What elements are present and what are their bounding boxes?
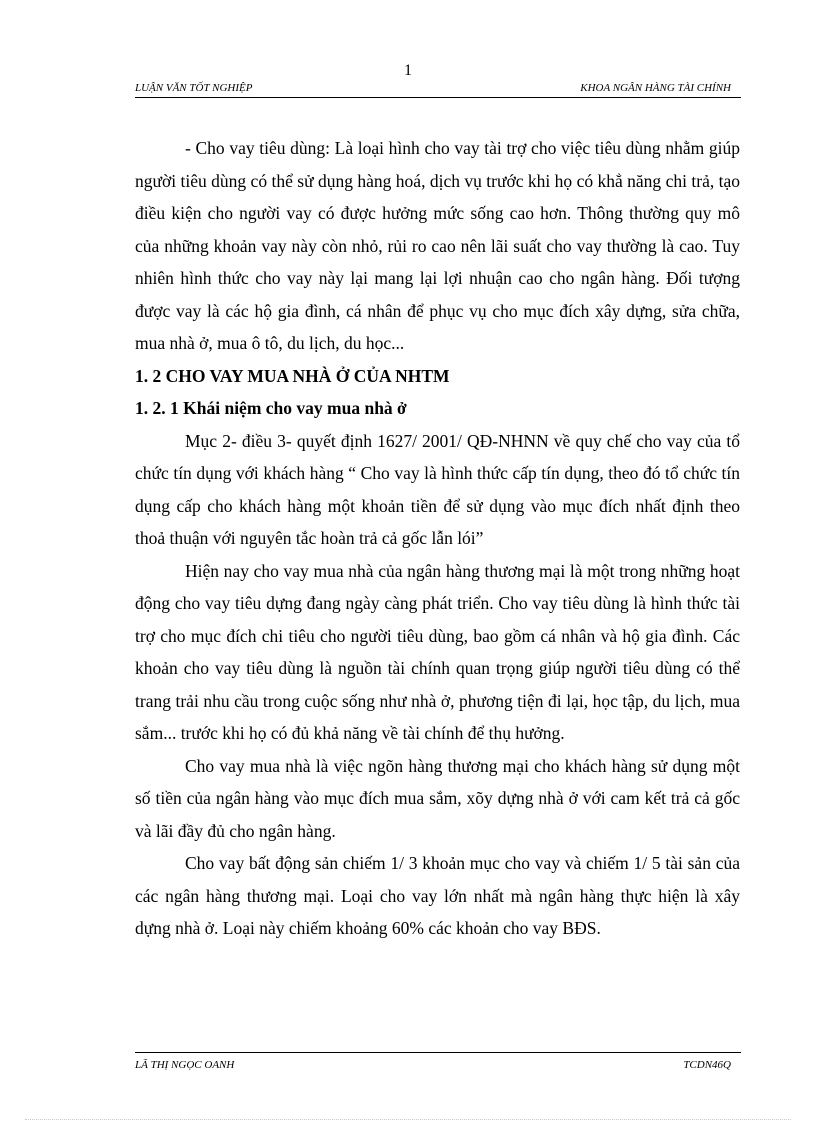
footer-class-code: TCDN46Q	[683, 1059, 731, 1071]
page-footer	[135, 1052, 741, 1073]
paragraph-real-estate: Cho vay bất động sản chiếm 1/ 3 khoản mục cho vay và chiếm 1/ 5 tài sản của các ngân hàng thương mại. Loại cho vay lớn nhất mà ngân hàng thực hiện là xây dựng nhà ở. Loại này chiếm khoảng 60% các khoản cho vay BĐS.	[135, 853, 740, 938]
page-bottom-divider	[25, 1119, 791, 1120]
paragraph-current-state: Hiện nay cho vay mua nhà của ngân hàng thương mại là một trong những hoạt động cho vay tiêu dựng đang ngày càng phát triển. Cho vay tiêu dùng là hình thức tài trợ cho mục đích chi tiêu cho người tiêu dùng, bao gồm cá nhân và hộ gia đình. Các khoản cho vay tiêu dùng là nguồn tài chính quan trọng giúp người tiêu dùng có thể trang trải nhu cầu trong cuộc sống như nhà ở, phương tiện đi lại, học tập, du lịch, mua sắm... trước khi họ có đủ khả năng về tài chính để thụ hưởng.	[135, 560, 740, 743]
paragraph-consumer-loans: - Cho vay tiêu dùng: Là loại hình cho vay tài trợ cho việc tiêu dùng nhằm giúp người tiêu dùng có thể sử dụng hàng hoá, dịch vụ trước khi họ có khẳ năng chi trả, tạo điều kiện cho người vay có được hưởng mức sống cao hơn. Thông thường quy mô của những khoản vay này còn nhỏ, rủi ro cao nên lãi suất cho vay thường là cao. Tuy nhiên hình thức cho vay này lại mang lại lợi nhuận cao cho ngân hàng. Đối tượng được vay là các hộ gia đình, cá nhân để phục vụ cho mục đích xây dựng, sửa chữa, mua nhà ở, mua ô tô, du lịch, du học...	[135, 138, 740, 353]
subsection-heading: 1. 2. 1 Khái niệm cho vay mua nhà ở	[135, 398, 407, 418]
header-faculty-label: KHOA NGÂN HÀNG TÀI CHÍNH	[580, 82, 731, 94]
section-heading: 1. 2 CHO VAY MUA NHÀ Ở CỦA NHTM	[135, 365, 450, 386]
document-body	[135, 132, 740, 945]
footer-author: LÃ THỊ NGỌC OANH	[135, 1059, 235, 1071]
page-header	[135, 82, 741, 98]
paragraph-definition: Mục 2- điều 3- quyết định 1627/ 2001/ QĐ-NHNN về quy chế cho vay của tổ chức tín dụng với khách hàng “ Cho vay là hình thức cấp tín dụng, theo đó tổ chức tín dụng cấp cho khách hàng một khoản tiền để sử dụng vào mục đích nhất định theo thoả thuận với nguyên tắc hoàn trả cả gốc lẫn lói”	[135, 430, 740, 548]
header-thesis-label: LUẬN VĂN TỐT NGHIỆP	[135, 82, 253, 94]
page-number: 1	[404, 62, 412, 79]
paragraph-home-loan: Cho vay mua nhà là việc ngõn hàng thương mại cho khách hàng sử dụng một số tiền của ngân hàng vào mục đích mua sắm, xõy dựng nhà ở với cam kết trả cả gốc và lãi đầy đủ cho ngân hàng.	[135, 755, 740, 841]
